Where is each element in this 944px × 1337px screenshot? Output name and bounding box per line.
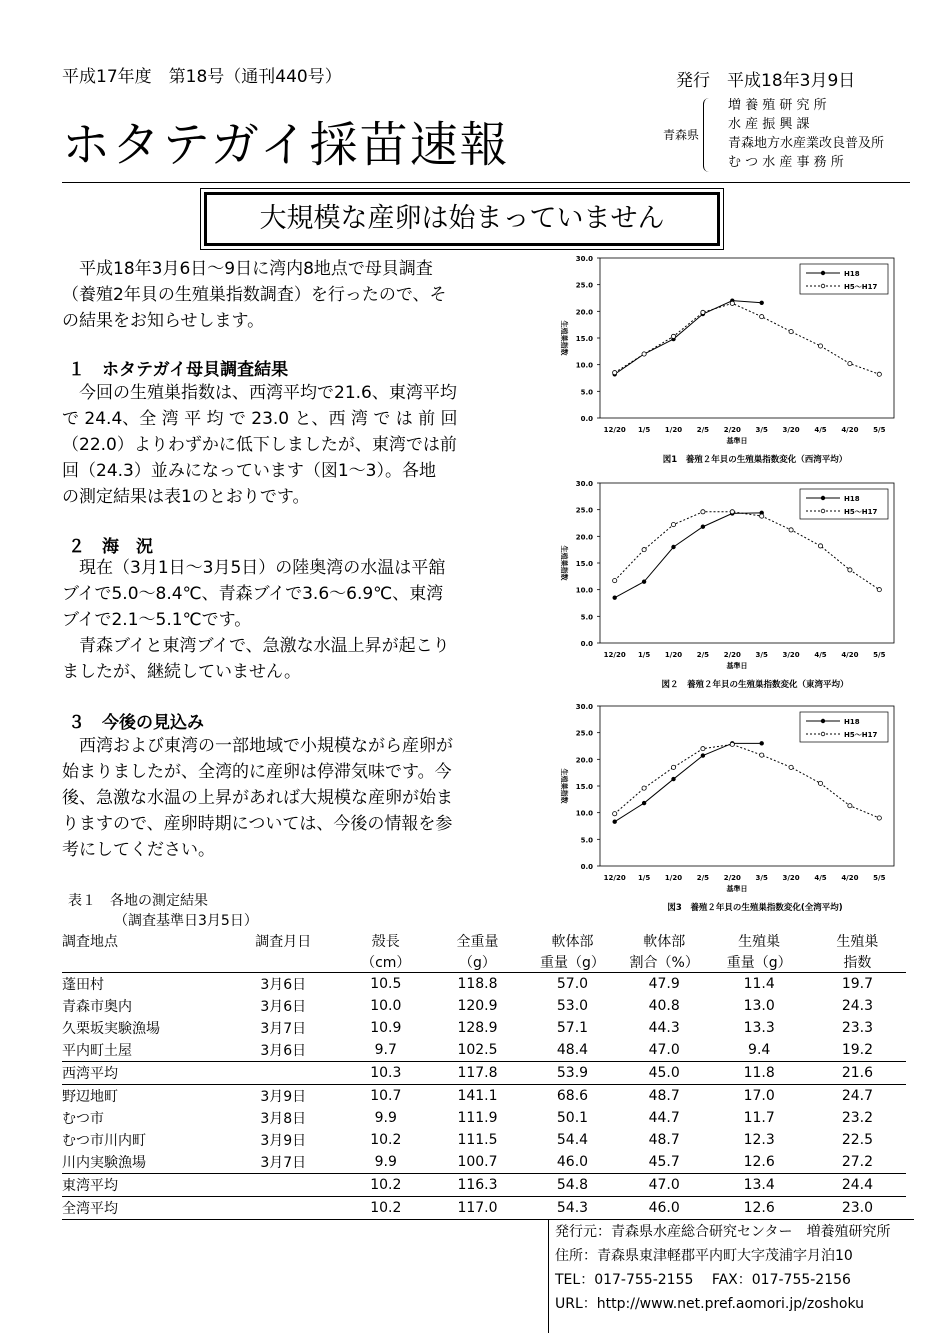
data-point xyxy=(701,525,705,529)
table-cell xyxy=(224,1174,343,1197)
table-cell: 3月8日 xyxy=(260,1111,307,1127)
table-cell: 3月7日 xyxy=(260,1155,307,1171)
table-row xyxy=(62,1085,906,1108)
data-point xyxy=(760,753,764,757)
series-line xyxy=(615,513,762,598)
y-tick-label: 30.0 xyxy=(575,703,593,711)
legend-marker xyxy=(821,496,825,500)
table-cell: 27.2 xyxy=(841,1154,873,1170)
chart-caption: 図1 養殖２年貝の生殖巣指数変化（西湾平均） xyxy=(662,455,848,465)
table-cell: 12.3 xyxy=(743,1132,775,1148)
section-line: ブイで2.1～5.1℃です。 xyxy=(62,610,252,630)
page-title: ホタテガイ採苗速報 xyxy=(62,117,510,173)
agency-item: 増 養 殖 研 究 所 xyxy=(728,98,827,113)
data-point xyxy=(760,301,764,305)
prefecture-label: 青森県 xyxy=(663,128,700,142)
table-subcaption: （調査基準日3月5日） xyxy=(114,913,258,929)
y-tick-label: 20.0 xyxy=(575,756,593,765)
x-tick-label: 3/5 xyxy=(755,426,768,434)
series-line xyxy=(615,512,880,590)
x-tick-label: 12/20 xyxy=(603,874,626,882)
table-cell: 45.7 xyxy=(648,1154,680,1170)
section-body xyxy=(62,380,540,510)
data-point xyxy=(642,548,646,552)
section-line: 考にしてください。 xyxy=(62,840,215,860)
table-row xyxy=(62,1129,906,1151)
y-tick-label: 10.0 xyxy=(575,361,593,370)
table-cell: 117.8 xyxy=(429,1062,526,1085)
section-body xyxy=(62,733,540,863)
x-tick-label: 2/20 xyxy=(723,651,741,659)
address-line: 住所：青森県東津軽郡平内町大字茂浦字月泊10 xyxy=(555,1248,853,1264)
data-point xyxy=(818,344,822,348)
data-point xyxy=(642,786,646,790)
table-cell: 3月6日 xyxy=(260,1043,307,1059)
x-tick-label: 3/20 xyxy=(782,874,800,882)
table-header-row xyxy=(62,930,906,951)
x-tick-label: 3/5 xyxy=(755,651,768,659)
x-tick-label: 4/20 xyxy=(841,426,859,434)
table-cell: 13.0 xyxy=(743,998,775,1014)
intro-line: （養殖2年貝の生殖巣指数調査）を行ったので、そ xyxy=(62,285,447,305)
table-cell: 11.4 xyxy=(743,976,775,992)
data-point xyxy=(672,545,676,549)
x-tick-label: 1/5 xyxy=(637,874,651,882)
table-cell: 48.7 xyxy=(648,1088,680,1104)
table-cell: 24.7 xyxy=(841,1088,873,1104)
table-cell: 111.9 xyxy=(457,1110,498,1126)
measurement-table xyxy=(62,930,906,1220)
data-point xyxy=(877,372,881,376)
table-cell: 11.8 xyxy=(710,1062,809,1085)
section-line: 今回の生殖巣指数は、西湾平均で21.6、東湾平均 xyxy=(79,383,457,403)
table-cell: 102.5 xyxy=(457,1042,498,1058)
section-line: 青森ブイと東湾ブイで、急激な水温上昇が起こり xyxy=(79,636,450,656)
section-line: の測定結果は表1のとおりです。 xyxy=(62,487,310,507)
table-cell: 116.3 xyxy=(429,1174,526,1197)
legend-label: H18 xyxy=(844,495,860,503)
y-tick-label: 30.0 xyxy=(575,255,593,263)
data-point xyxy=(818,781,822,785)
legend-label: H5～H17 xyxy=(844,731,878,739)
section-body xyxy=(62,555,540,685)
table-cell: 45.0 xyxy=(619,1062,710,1085)
y-tick-label: 10.0 xyxy=(575,809,593,818)
legend-marker xyxy=(821,284,825,288)
data-point xyxy=(760,514,764,518)
series-line xyxy=(615,301,762,375)
y-tick-label: 0.0 xyxy=(580,863,593,871)
table-header-cell: 全重量 xyxy=(456,933,499,950)
series-line xyxy=(615,303,880,374)
section-line: りますので、産卵時期については、今後の情報を参 xyxy=(62,814,453,834)
table-cell: 川内実験漁場 xyxy=(62,1155,146,1171)
y-tick-label: 20.0 xyxy=(575,308,593,317)
series-line xyxy=(615,744,880,818)
url-link[interactable]: URL：http://www.net.pref.aomori.jp/zoshoku xyxy=(555,1296,865,1312)
table-cell xyxy=(224,1062,343,1085)
section-heading: １ ホタテガイ母貝調査結果 xyxy=(68,360,289,380)
table-header-cell: 指数 xyxy=(809,951,906,973)
data-point xyxy=(701,310,705,314)
series-line xyxy=(615,743,762,821)
table-header-cell: 軟体部 xyxy=(551,933,594,950)
chart-caption: 図3 養殖２年貝の生殖巣指数変化(全湾平均) xyxy=(667,903,843,913)
legend-marker xyxy=(821,271,825,275)
table-cell: 53.9 xyxy=(526,1062,619,1085)
issue-date: 発行 平成18年3月9日 xyxy=(676,71,856,91)
x-tick-label: 3/20 xyxy=(782,426,800,434)
table-header-cell xyxy=(224,951,343,973)
chart-whole-bay xyxy=(548,696,908,918)
data-point xyxy=(613,820,617,824)
agency-list xyxy=(728,96,884,172)
y-tick-label: 15.0 xyxy=(575,335,593,343)
data-point xyxy=(730,301,734,305)
x-tick-label: 4/20 xyxy=(841,651,859,659)
table-header-cell: 生殖巣 xyxy=(738,933,781,950)
intro-paragraph xyxy=(62,256,540,334)
table-cell: 3月6日 xyxy=(260,999,307,1015)
table-cell: 蓬田村 xyxy=(62,977,104,993)
section-line: 始まりましたが、全湾的に産卵は停滞気味です。今 xyxy=(62,762,452,782)
x-tick-label: 1/20 xyxy=(664,874,683,882)
data-point xyxy=(613,596,617,600)
phone-fax-line: TEL：017-755-2155 FAX：017-755-2156 xyxy=(555,1272,851,1288)
table-caption: 表１ 各地の測定結果 xyxy=(68,893,208,909)
table-cell: 57.0 xyxy=(556,976,589,992)
table-cell: 19.7 xyxy=(841,976,873,992)
table-cell: 23.3 xyxy=(841,1020,873,1036)
data-point xyxy=(789,528,793,532)
table-row xyxy=(62,1017,906,1039)
table-cell: 23.2 xyxy=(841,1110,873,1126)
table-row xyxy=(62,973,906,996)
table-cell: 50.1 xyxy=(556,1110,589,1126)
table-header-cell: 調査月日 xyxy=(255,933,312,950)
data-point xyxy=(701,747,705,751)
table-cell: 54.8 xyxy=(526,1174,619,1197)
x-tick-label: 1/20 xyxy=(664,651,683,659)
data-point xyxy=(642,801,646,805)
y-tick-label: 5.0 xyxy=(580,388,593,397)
table-header-cell: 割合（%） xyxy=(619,951,710,973)
x-tick-label: 5/5 xyxy=(873,651,886,659)
section-line: （22.0）よりわずかに低下しましたが、東湾では前 xyxy=(62,435,457,455)
table-cell: 10.5 xyxy=(370,976,402,992)
table-cell: 48.4 xyxy=(556,1042,589,1058)
table-cell: 9.9 xyxy=(374,1110,397,1126)
table-cell: 24.3 xyxy=(841,998,873,1014)
table-row xyxy=(62,1174,906,1197)
x-tick-label: 4/5 xyxy=(814,874,827,882)
data-point xyxy=(671,523,675,527)
section-line: で 24.4、全 湾 平 均 で 23.0 と、西 湾 で は 前 回 xyxy=(62,409,458,429)
y-tick-label: 15.0 xyxy=(575,783,593,791)
x-tick-label: 2/20 xyxy=(723,874,741,882)
table-cell: 44.3 xyxy=(648,1020,680,1036)
x-tick-label: 1/20 xyxy=(664,426,683,434)
legend-label: H18 xyxy=(844,718,860,726)
table-cell: 10.7 xyxy=(370,1088,402,1104)
table-row xyxy=(62,1107,906,1129)
x-tick-label: 1/5 xyxy=(637,426,651,434)
table-cell: 10.2 xyxy=(343,1197,429,1220)
data-point xyxy=(848,804,852,808)
data-point xyxy=(848,362,852,366)
table-cell: 3月7日 xyxy=(260,1021,307,1037)
x-tick-label: 5/5 xyxy=(873,874,886,882)
table-cell: 111.5 xyxy=(457,1132,498,1148)
table-cell: 120.9 xyxy=(457,998,498,1014)
table-header-cell xyxy=(62,951,224,973)
table-cell: 3月9日 xyxy=(260,1133,307,1149)
section-line: 現在（3月1日～3月5日）の陸奥湾の水温は平舘 xyxy=(79,558,446,578)
table-cell: 平内町土屋 xyxy=(62,1043,132,1059)
x-tick-label: 4/20 xyxy=(841,874,859,882)
table-cell: 13.4 xyxy=(710,1174,809,1197)
table-row xyxy=(62,1151,906,1174)
data-point xyxy=(818,544,822,548)
headline-banner: 大規模な産卵は始まっていません xyxy=(204,192,720,246)
data-point xyxy=(642,580,646,584)
y-tick-label: 25.0 xyxy=(575,506,593,515)
table-cell xyxy=(224,1197,343,1220)
legend-marker xyxy=(821,732,825,736)
table-cell: 21.6 xyxy=(809,1062,906,1085)
table-header-cell: 重量（g） xyxy=(710,951,809,973)
table-row xyxy=(62,1062,906,1085)
table-cell: 10.9 xyxy=(370,1020,402,1036)
x-tick-label: 12/20 xyxy=(603,426,626,434)
data-point xyxy=(701,754,705,758)
table-cell: 全湾平均 xyxy=(62,1197,224,1220)
table-cell: 10.3 xyxy=(343,1062,429,1085)
y-tick-label: 0.0 xyxy=(580,640,593,648)
x-axis-label: 基準日 xyxy=(726,437,748,445)
data-point xyxy=(760,742,764,746)
table-cell: 100.7 xyxy=(457,1154,498,1170)
table-cell: 野辺地町 xyxy=(62,1089,118,1105)
table-cell: 12.6 xyxy=(743,1154,775,1170)
table-cell: 68.6 xyxy=(556,1088,589,1104)
y-tick-label: 5.0 xyxy=(580,613,593,622)
table-row xyxy=(62,1039,906,1062)
table-cell: 46.0 xyxy=(619,1197,710,1220)
section-heading: ２ 海 況 xyxy=(68,537,153,557)
table-cell: 9.4 xyxy=(748,1042,771,1058)
table-cell: 47.0 xyxy=(619,1174,710,1197)
data-point xyxy=(613,812,617,816)
table-cell: 9.9 xyxy=(374,1154,397,1170)
y-axis-label: 生殖巣指数 xyxy=(560,768,568,804)
table-cell: 46.0 xyxy=(556,1154,589,1170)
legend-label: H5～H17 xyxy=(844,283,878,291)
issue-number: 平成17年度 第18号（通刊440号） xyxy=(62,67,342,87)
table-cell: むつ市 xyxy=(62,1111,104,1127)
table-row xyxy=(62,995,906,1017)
table-cell: 23.0 xyxy=(809,1197,906,1220)
data-point xyxy=(671,334,675,338)
section-line: 西湾および東湾の一部地域で小規模ながら産卵が xyxy=(79,736,453,756)
table-cell: 10.2 xyxy=(343,1174,429,1197)
legend-marker xyxy=(821,719,825,723)
x-tick-label: 1/5 xyxy=(637,651,651,659)
table-cell: 117.0 xyxy=(429,1197,526,1220)
table-cell: 54.4 xyxy=(556,1132,589,1148)
y-tick-label: 30.0 xyxy=(575,480,593,488)
x-tick-label: 3/20 xyxy=(782,651,800,659)
x-tick-label: 2/20 xyxy=(723,426,741,434)
table-row xyxy=(62,1197,906,1220)
data-point xyxy=(701,510,705,514)
table-cell: 西湾平均 xyxy=(62,1062,224,1085)
x-tick-label: 5/5 xyxy=(873,426,886,434)
x-tick-label: 2/5 xyxy=(696,651,710,659)
table-cell: 19.2 xyxy=(841,1042,873,1058)
table-cell: 48.7 xyxy=(648,1132,680,1148)
table-cell: 11.7 xyxy=(743,1110,775,1126)
y-tick-label: 10.0 xyxy=(575,586,593,595)
section-line: 回（24.3）並みになっています（図1～3）。各地 xyxy=(62,461,436,481)
table-cell: 128.9 xyxy=(457,1020,498,1036)
table-header-cell: 軟体部 xyxy=(643,933,686,950)
table-cell: 54.3 xyxy=(526,1197,619,1220)
intro-line: 平成18年3月6日～9日に湾内8地点で母貝調査 xyxy=(79,259,433,279)
x-tick-label: 2/5 xyxy=(696,874,710,882)
table-header-cell: （cm） xyxy=(343,951,429,973)
x-axis-label: 基準日 xyxy=(726,885,748,893)
header-divider xyxy=(62,182,910,183)
data-point xyxy=(848,568,852,572)
publisher-line: 発行元：青森県水産総合研究センター 増養殖研究所 xyxy=(555,1224,891,1240)
x-tick-label: 3/5 xyxy=(755,874,768,882)
x-tick-label: 2/5 xyxy=(696,426,710,434)
table-cell: 東湾平均 xyxy=(62,1174,224,1197)
table-cell: 青森市奥内 xyxy=(62,999,132,1015)
table-cell: 40.8 xyxy=(648,998,680,1014)
data-point xyxy=(672,777,676,781)
data-point xyxy=(789,765,793,769)
table-cell: 118.8 xyxy=(457,976,498,992)
data-point xyxy=(877,816,881,820)
table-cell: むつ市川内町 xyxy=(62,1133,146,1149)
section-heading: ３ 今後の見込み xyxy=(68,713,204,733)
y-tick-label: 0.0 xyxy=(580,415,593,423)
section-line: 後、急激な水温の上昇があれば大規模な産卵が始ま xyxy=(62,788,453,808)
table-cell: 47.0 xyxy=(648,1042,680,1058)
table-header-cell: 殻長 xyxy=(371,933,400,950)
chart-caption: 図２ 養殖２年貝の生殖巣指数変化（東湾平均） xyxy=(661,680,849,690)
x-tick-label: 4/5 xyxy=(814,651,827,659)
table-header-cell: 調査地点 xyxy=(62,933,118,950)
y-axis-label: 生殖巣指数 xyxy=(560,320,568,356)
x-tick-label: 12/20 xyxy=(603,651,626,659)
chart-west-bay xyxy=(548,248,908,470)
table-cell: 10.2 xyxy=(370,1132,402,1148)
table-cell: 47.9 xyxy=(648,976,680,992)
y-tick-label: 25.0 xyxy=(575,729,593,738)
agency-item: 水 産 振 興 課 xyxy=(728,117,810,132)
agency-brace xyxy=(703,98,714,172)
table-cell: 141.1 xyxy=(457,1088,498,1104)
table-cell: 53.0 xyxy=(556,998,589,1014)
y-tick-label: 15.0 xyxy=(575,560,593,568)
data-point xyxy=(789,330,793,334)
table-cell: 10.0 xyxy=(370,998,402,1014)
table-cell: 12.6 xyxy=(710,1197,809,1220)
data-point xyxy=(671,765,675,769)
legend-marker xyxy=(821,509,825,513)
legend-label: H18 xyxy=(844,270,860,278)
publisher-info xyxy=(548,1219,914,1333)
data-point xyxy=(730,510,734,514)
section-line: ましたが、継続していません。 xyxy=(62,662,302,682)
table-header-cell: （g） xyxy=(429,951,526,973)
legend-label: H5～H17 xyxy=(844,508,878,516)
table-cell: 久栗坂実験漁場 xyxy=(62,1021,160,1037)
table-cell: 57.1 xyxy=(556,1020,589,1036)
y-axis-label: 生殖巣指数 xyxy=(560,545,568,581)
agency-item: む つ 水 産 事 務 所 xyxy=(728,155,844,170)
data-point xyxy=(877,588,881,592)
table-header-cell: 生殖巣 xyxy=(836,933,879,950)
table-cell: 9.7 xyxy=(374,1042,397,1058)
data-point xyxy=(613,371,617,375)
y-tick-label: 25.0 xyxy=(575,281,593,290)
table-cell: 44.7 xyxy=(648,1110,680,1126)
table-cell: 3月6日 xyxy=(260,977,307,993)
y-tick-label: 5.0 xyxy=(580,836,593,845)
data-point xyxy=(642,352,646,356)
table-cell: 3月9日 xyxy=(260,1089,307,1105)
section-line: ブイで5.0～8.4℃、青森ブイで3.6～6.9℃、東湾 xyxy=(62,584,444,604)
agency-item: 青森地方水産業改良普及所 xyxy=(728,136,885,151)
table-cell: 22.5 xyxy=(841,1132,873,1148)
table-cell: 17.0 xyxy=(743,1088,775,1104)
table-header-row xyxy=(62,951,906,973)
x-axis-label: 基準日 xyxy=(726,662,748,670)
x-tick-label: 4/5 xyxy=(814,426,827,434)
data-point xyxy=(730,742,734,746)
data-point xyxy=(760,315,764,319)
table-cell: 13.3 xyxy=(743,1020,775,1036)
chart-east-bay xyxy=(548,473,908,695)
y-tick-label: 20.0 xyxy=(575,533,593,542)
table-header-cell: 重量（g） xyxy=(526,951,619,973)
table-cell: 24.4 xyxy=(809,1174,906,1197)
data-point xyxy=(613,579,617,583)
intro-line: の結果をお知らせします。 xyxy=(62,311,265,331)
